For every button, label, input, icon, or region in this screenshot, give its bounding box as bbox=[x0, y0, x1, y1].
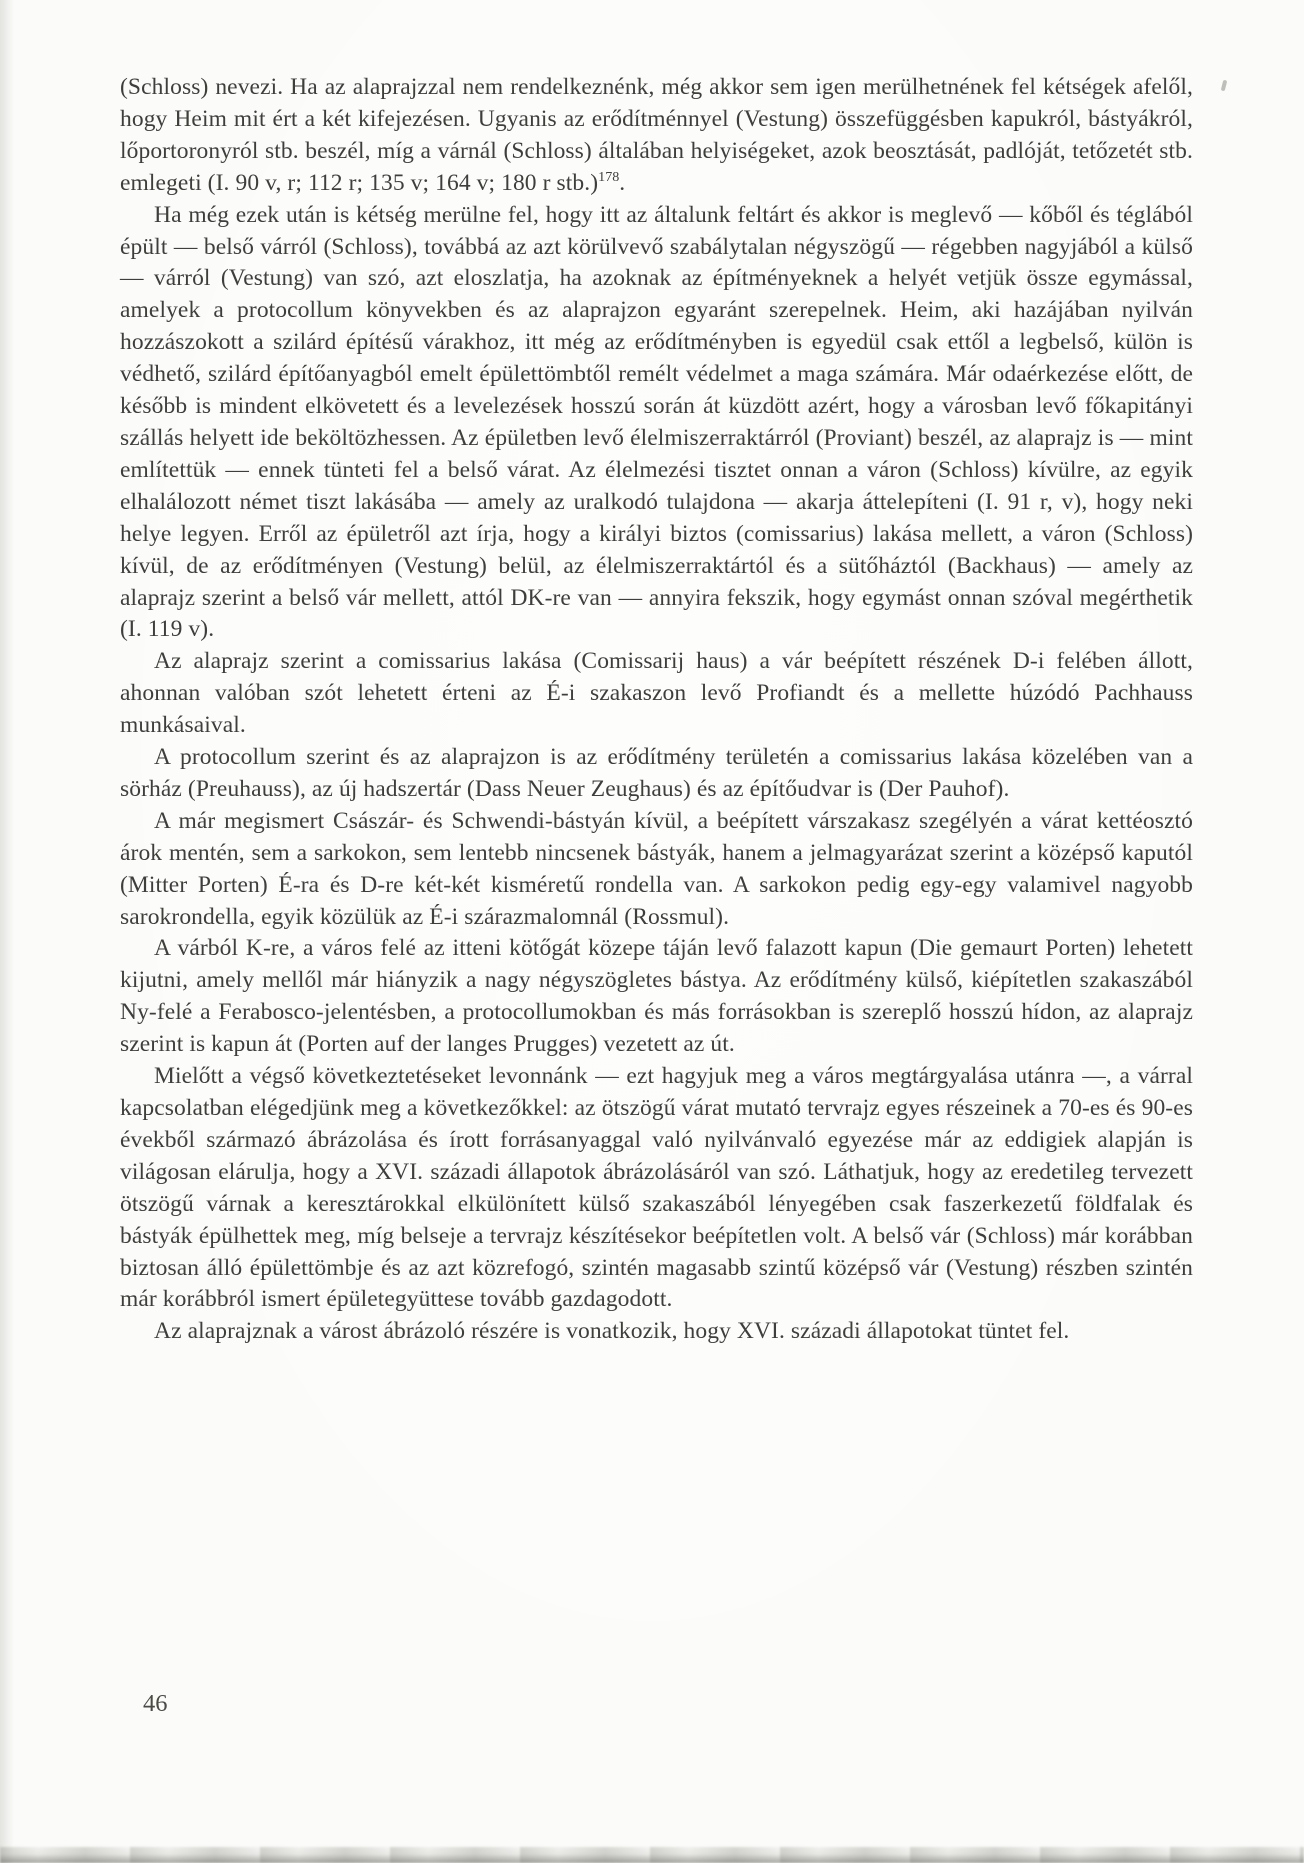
scan-artifact-left-edge bbox=[0, 0, 14, 1863]
page-number: 46 bbox=[143, 1690, 168, 1717]
paragraph: A protocollum szerint és az alaprajzon is az erődítmény területén a comissarius lakása közelében van a sörház (Preuhauss), az új hadszertár (Dass Neuer Zeughaus) és az építőudvar is (Der Pauhof). bbox=[120, 744, 1193, 802]
paragraph: Mielőtt a végső következtetéseket levonnánk — ezt hagyjuk meg a város megtárgyalása utánra —, a várral kapcsolatban elégedjünk meg a következőkkel: az ötszögű várat mutató tervrajz egyes részeinek a 70-es és 90-es évekből származó ábrázolása és írott forrásanyaggal való nyilvánvaló egyezése már az eddigiek alapján is világosan elárulja, hogy a XVI. századi állapotok ábrázolásáról van szó. Láthatjuk, hogy az eredetileg tervezett ötszögű várnak a keresztárokkal elkülönített külső szakaszából lényegében csak faszerkezetű földfalak és bástyák épülhettek meg, míg belseje a tervrajz készítésekor beépítetlen volt. A belső vár (Schloss) már korábban biztosan álló épülettömbje és az azt közrefogó, szintén magasabb szintű középső vár (Vestung) részben szintén már korábbról ismert épületegyüttese tovább gazdagodott. bbox=[120, 1063, 1193, 1313]
footnote-ref: 178 bbox=[598, 168, 620, 185]
paragraph: Az alaprajznak a várost ábrázoló részére is vonatkozik, hogy XVI. századi állapotokat tüntet fel. bbox=[154, 1318, 1070, 1345]
paragraph: (Schloss) nevezi. Ha az alaprajzzal nem rendelkeznénk, még akkor sem igen merülhetnének fel kétségek afelől, hogy Heim mit ért a két kifejezésen. Ugyanis az erődítménnyel (Vestung) összefüggésben kapukról, bástyákról, lőportoronyról stb. beszél, míg a várnál (Schloss) általában helyiségeket, azok beosztását, padlóját, tetőzetét stb. emlegeti (I. 90 v, r; 112 r; 135 v; 164 v; 180 r stb.)$^{178}$. bbox=[120, 74, 1193, 196]
paragraph: Ha még ezek után is kétség merülne fel, hogy itt az általunk feltárt és akkor is meglevő — kőből és téglából épült — belső várról (Schloss), továbbá az azt körülvevő szabálytalan négyszögű — régebben nagyjából a külső — várról (Vestung) van szó, azt eloszlatja, ha azoknak az építményeknek a helyét vetjük össze egymással, amelyek a protocollum könyvekben és az alaprajzon egyaránt szerepelnek. Heim, aki hazájában nyilván hozzászokott a szilárd építésű várakhoz, itt még az erődítményben is egyedül csak ettől a legbelső, külön is védhető, szilárd építőanyagból emelt épülettömbtől remélt védelmet a maga számára. Már odaérkezése előtt, de később is mindent elkövetett és a levelezések hosszú során át küzdött azért, hogy a városban levő főkapitányi szállás helyett ide beköltözhessen. Az épületben levő élelmiszerraktárról (Proviant) beszél, az alaprajz is — mint említettük — ennek tünteti fel a belső várat. Az élelmezési tisztet onnan a váron (Schloss) kívülre, az egyik elhalálozott német tiszt lakásába — amely az uralkodó tulajdona — akarja áttelepíteni (I. 91 r, v), hogy neki helye legyen. Erről az épületről azt írja, hogy a királyi biztos (comissarius) lakása mellett, a váron (Schloss) kívül, de az erődítményen (Vestung) belül, az élelmiszerraktártól és a sütőháztól (Backhaus) — amely az alaprajz szerint a belső vár mellett, attól DK-re van — annyira fekszik, hogy egymást onnan szóval megérthetik (I. 119 v). bbox=[120, 201, 1193, 643]
paragraph: A várból K-re, a város felé az itteni kötőgát közepe táján levő falazott kapun (Die gemaurt Porten) lehetett kijutni, amely mellől már hiányzik a nagy négyszögletes bástya. Az erődítmény külső, kiépítetlen szakaszából Ny-felé a Ferabosco-jelentésben, a protocollumokban és más forrásokban is szereplő hosszú hídon, az alaprajz szerint is kapun át (Porten auf der langes Prugges) vezetett az út. bbox=[120, 935, 1193, 1058]
paragraph: Az alaprajz szerint a comissarius lakása (Comissarij haus) a vár beépített részének D-i felében állott, ahonnan valóban szót lehetett érteni az É-i szakaszon levő Profiandt és a mellette húzódó Pachhauss munkásaival. bbox=[120, 648, 1193, 739]
paragraph: A már megismert Császár- és Schwendi-bástyán kívül, a beépített várszakasz szegélyén a várat kettéosztó árok mentén, sem a sarkokon, sem lentebb nincsenek bástyák, hanem a jelmagyarázat szerint a középső kaputól (Mitter Porten) É-ra és D-re két-két kisméretű rondella van. A sarkokon pedig egy-egy valamivel nagyobb sarokrondella, egyik közülük az É-i szárazmalomnál (Rossmul). bbox=[120, 807, 1193, 930]
scan-speck bbox=[1221, 80, 1228, 92]
scan-artifact-bottom-edge bbox=[0, 1847, 1304, 1863]
body-text bbox=[120, 72, 1193, 1348]
